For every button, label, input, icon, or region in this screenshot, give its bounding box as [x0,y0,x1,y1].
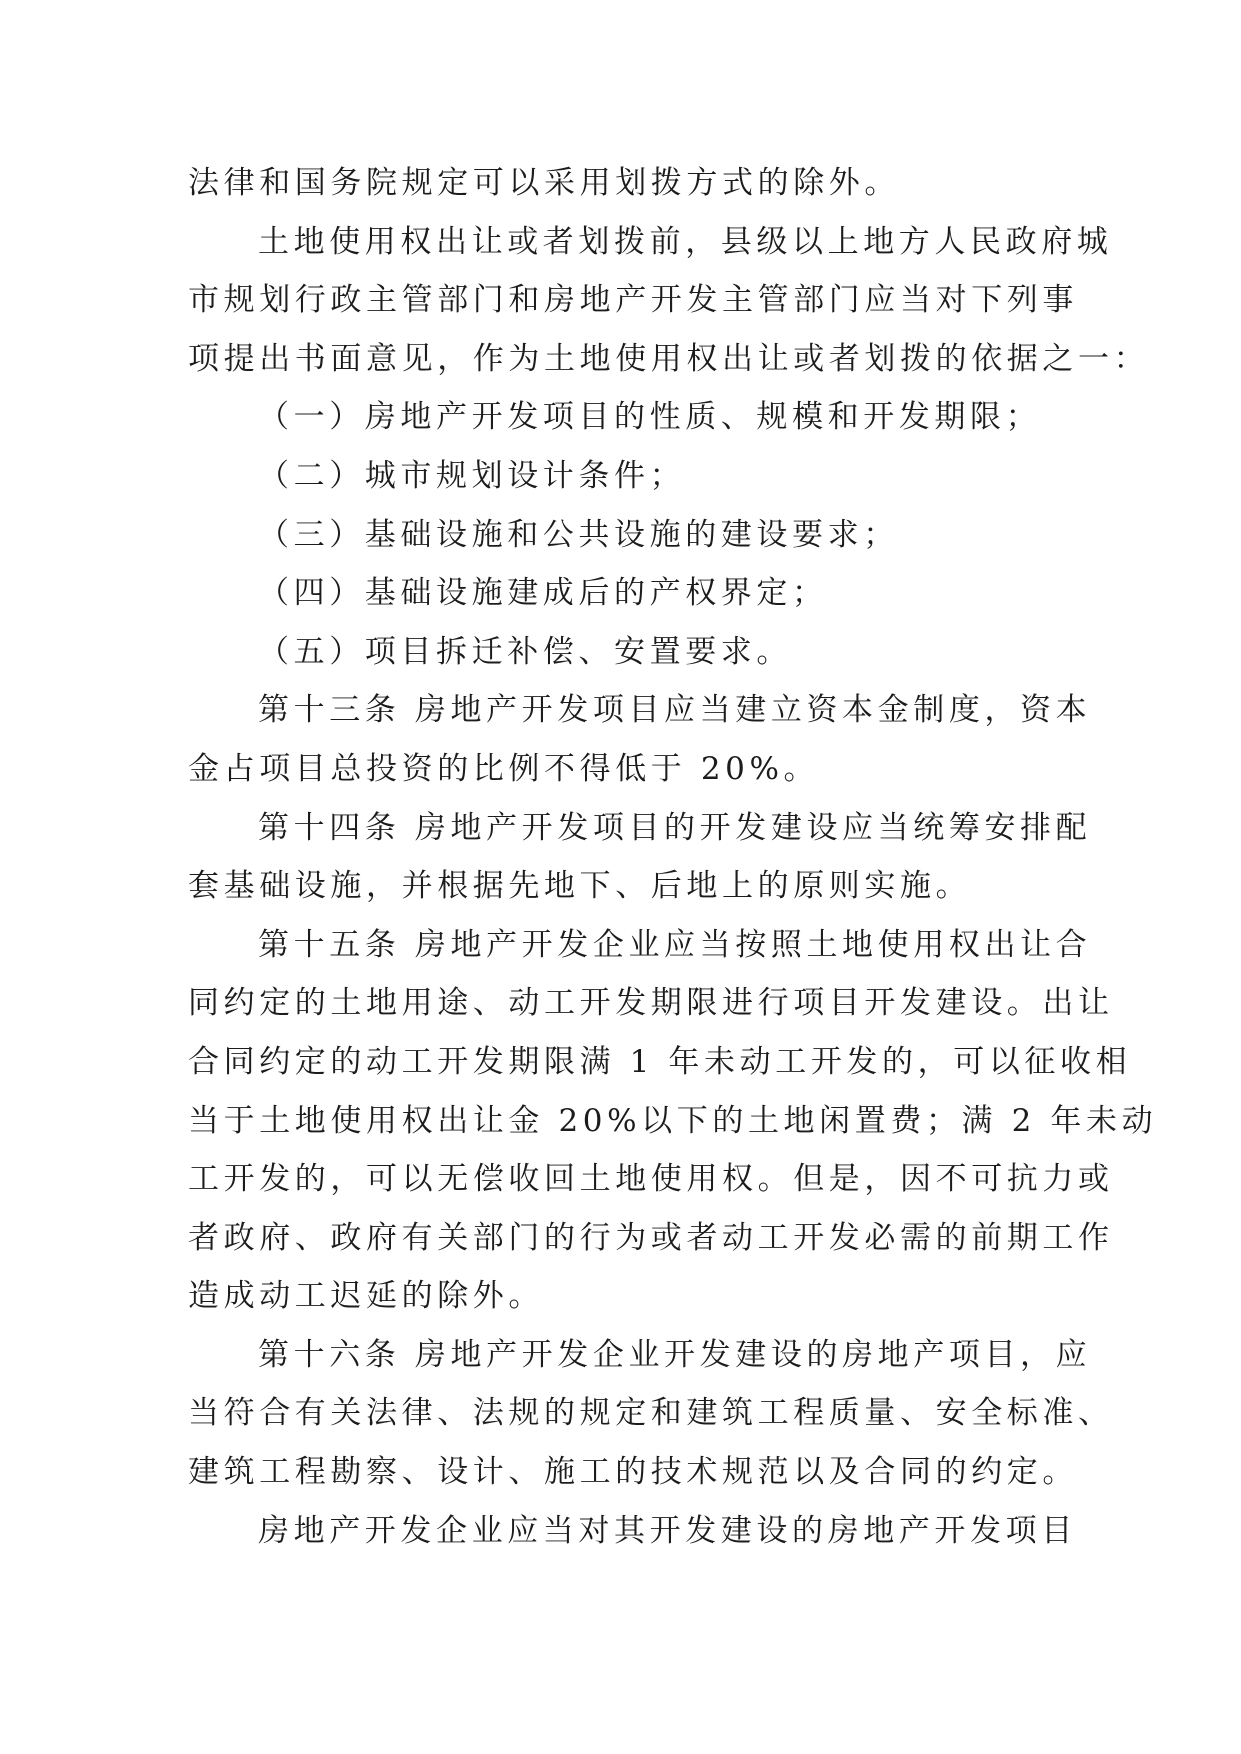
text-line: 土地使用权出让或者划拨前，县级以上地方人民政府城 [258,223,1113,260]
list-item: （五）项目拆迁补偿、安置要求。 [258,633,792,670]
list-item: （三）基础设施和公共设施的建设要求； [258,516,899,553]
text-line: 房地产开发企业应当对其开发建设的房地产开发项目 [258,1512,1077,1549]
text-line: 建筑工程勘察、设计、施工的技术规范以及合同的约定。 [188,1454,1078,1491]
text-line: 工开发的，可以无偿收回土地使用权。但是，因不可抗力或 [188,1161,1114,1198]
article-14-line: 第十四条 房地产开发项目的开发建设应当统筹安排配 [258,809,1092,846]
article-15-line: 第十五条 房地产开发企业应当按照土地使用权出让合 [258,926,1092,963]
text-line: 当于土地使用权出让金 20%以下的土地闲置费；满 2 年未动 [188,1102,1158,1139]
text-line: 法律和国务院规定可以采用划拨方式的除外。 [188,165,900,201]
list-item: （四）基础设施建成后的产权界定； [258,575,828,612]
text-line: 合同约定的动工开发期限满 1 年未动工开发的，可以征收相 [188,1043,1132,1080]
list-item: （一）房地产开发项目的性质、规模和开发期限； [258,399,1042,436]
text-line: 者政府、政府有关部门的行为或者动工开发必需的前期工作 [188,1219,1114,1256]
text-line: 市规划行政主管部门和房地产开发主管部门应当对下列事 [188,282,1078,319]
text-line: 项提出书面意见，作为土地使用权出让或者划拨的依据之一： [188,340,1150,377]
document-body [188,154,1158,1560]
article-16-line: 第十六条 房地产开发企业开发建设的房地产项目，应 [258,1336,1092,1373]
text-line: 套基础设施，并根据先地下、后地上的原则实施。 [188,868,972,905]
text-line: 金占项目总投资的比例不得低于 20%。 [188,750,820,787]
article-13-line: 第十三条 房地产开发项目应当建立资本金制度，资本 [258,692,1092,729]
list-item: （二）城市规划设计条件； [258,457,686,494]
text-line: 同约定的土地用途、动工开发期限进行项目开发建设。出让 [188,985,1114,1022]
text-line: 当符合有关法律、法规的规定和建筑工程质量、安全标准、 [188,1395,1114,1432]
text-line: 造成动工迟延的除外。 [188,1278,544,1315]
